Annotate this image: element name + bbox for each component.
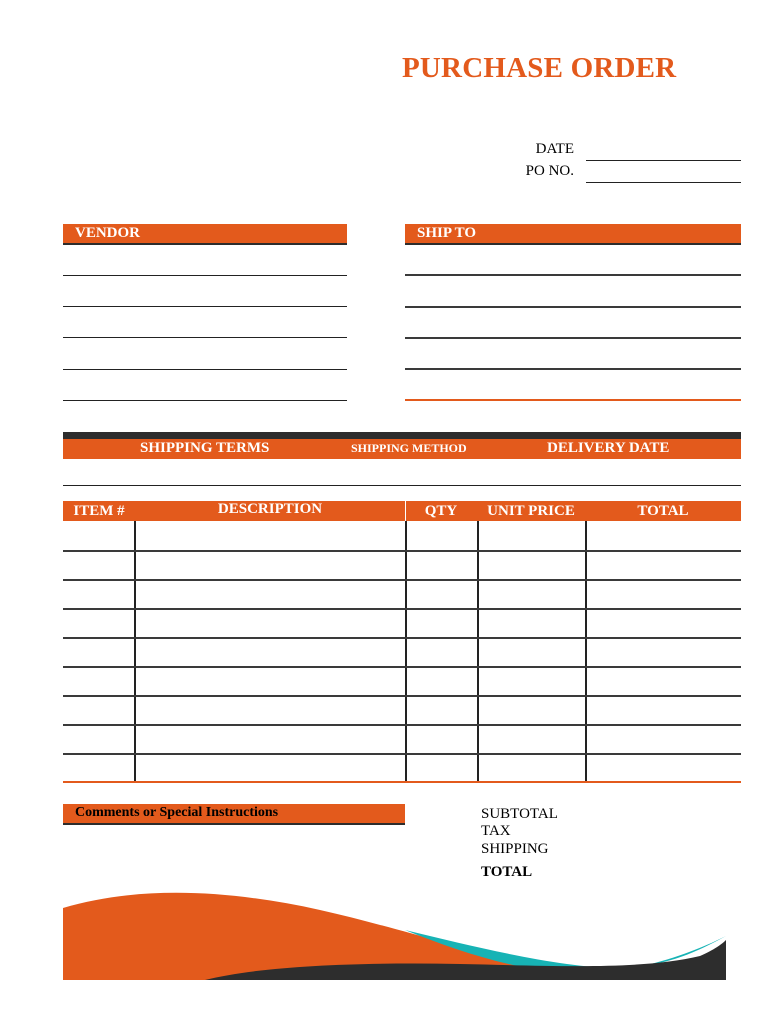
ship-to-line-5[interactable] (405, 399, 741, 401)
header-divider (405, 501, 406, 521)
table-row[interactable] (63, 637, 741, 639)
ship-to-line-2[interactable] (405, 306, 741, 308)
col-description: DESCRIPTION (217, 501, 323, 517)
items-table-header (63, 501, 741, 521)
table-row[interactable] (63, 724, 741, 726)
tax-label: TAX (481, 823, 511, 839)
vendor-line-5[interactable] (63, 400, 347, 401)
total-label: TOTAL (481, 864, 533, 880)
table-row[interactable] (63, 579, 741, 581)
table-row[interactable] (63, 550, 741, 552)
vendor-line-4[interactable] (63, 369, 347, 370)
vendor-line-2[interactable] (63, 306, 347, 307)
table-col-divider (134, 521, 136, 782)
ship-to-line-3[interactable] (405, 337, 741, 339)
comments-header-label: Comments or Special Instructions (75, 805, 279, 820)
subtotal-label: SUBTOTAL (481, 806, 558, 822)
ship-to-line-4[interactable] (405, 368, 741, 370)
date-label: DATE (535, 141, 574, 157)
vendor-line-1[interactable] (63, 275, 347, 276)
table-row[interactable] (63, 608, 741, 610)
vendor-line-3[interactable] (63, 337, 347, 338)
po-number-label: PO NO. (525, 163, 574, 179)
ship-to-header (405, 224, 741, 245)
shipping-terms-label: SHIPPING TERMS (140, 440, 270, 456)
footer-wave-graphic (0, 880, 768, 990)
shipping-bar-top-stripe (63, 432, 741, 439)
table-col-divider (477, 521, 479, 782)
vendor-header (63, 224, 347, 245)
col-item-number: ITEM # (73, 502, 125, 519)
col-total: TOTAL (637, 502, 689, 519)
table-row[interactable] (63, 666, 741, 668)
po-number-field[interactable] (586, 182, 741, 183)
document-title: PURCHASE ORDER (402, 52, 677, 84)
delivery-date-label: DELIVERY DATE (547, 440, 670, 456)
table-row[interactable] (63, 695, 741, 697)
ship-to-header-label: SHIP TO (417, 225, 477, 241)
col-qty: QTY (424, 502, 458, 519)
table-bottom-rule (63, 781, 741, 783)
table-row[interactable] (63, 753, 741, 755)
vendor-header-label: VENDOR (75, 225, 141, 241)
table-col-divider (585, 521, 587, 782)
comments-header (63, 804, 405, 825)
shipping-method-label: SHIPPING METHOD (351, 441, 467, 455)
shipping-entry-line[interactable] (63, 485, 741, 486)
table-col-divider (405, 521, 407, 782)
col-unit-price: UNIT PRICE (487, 502, 575, 519)
date-field[interactable] (586, 160, 741, 161)
shipping-bar (63, 439, 741, 459)
shipping-label: SHIPPING (481, 841, 549, 857)
ship-to-line-1[interactable] (405, 274, 741, 276)
